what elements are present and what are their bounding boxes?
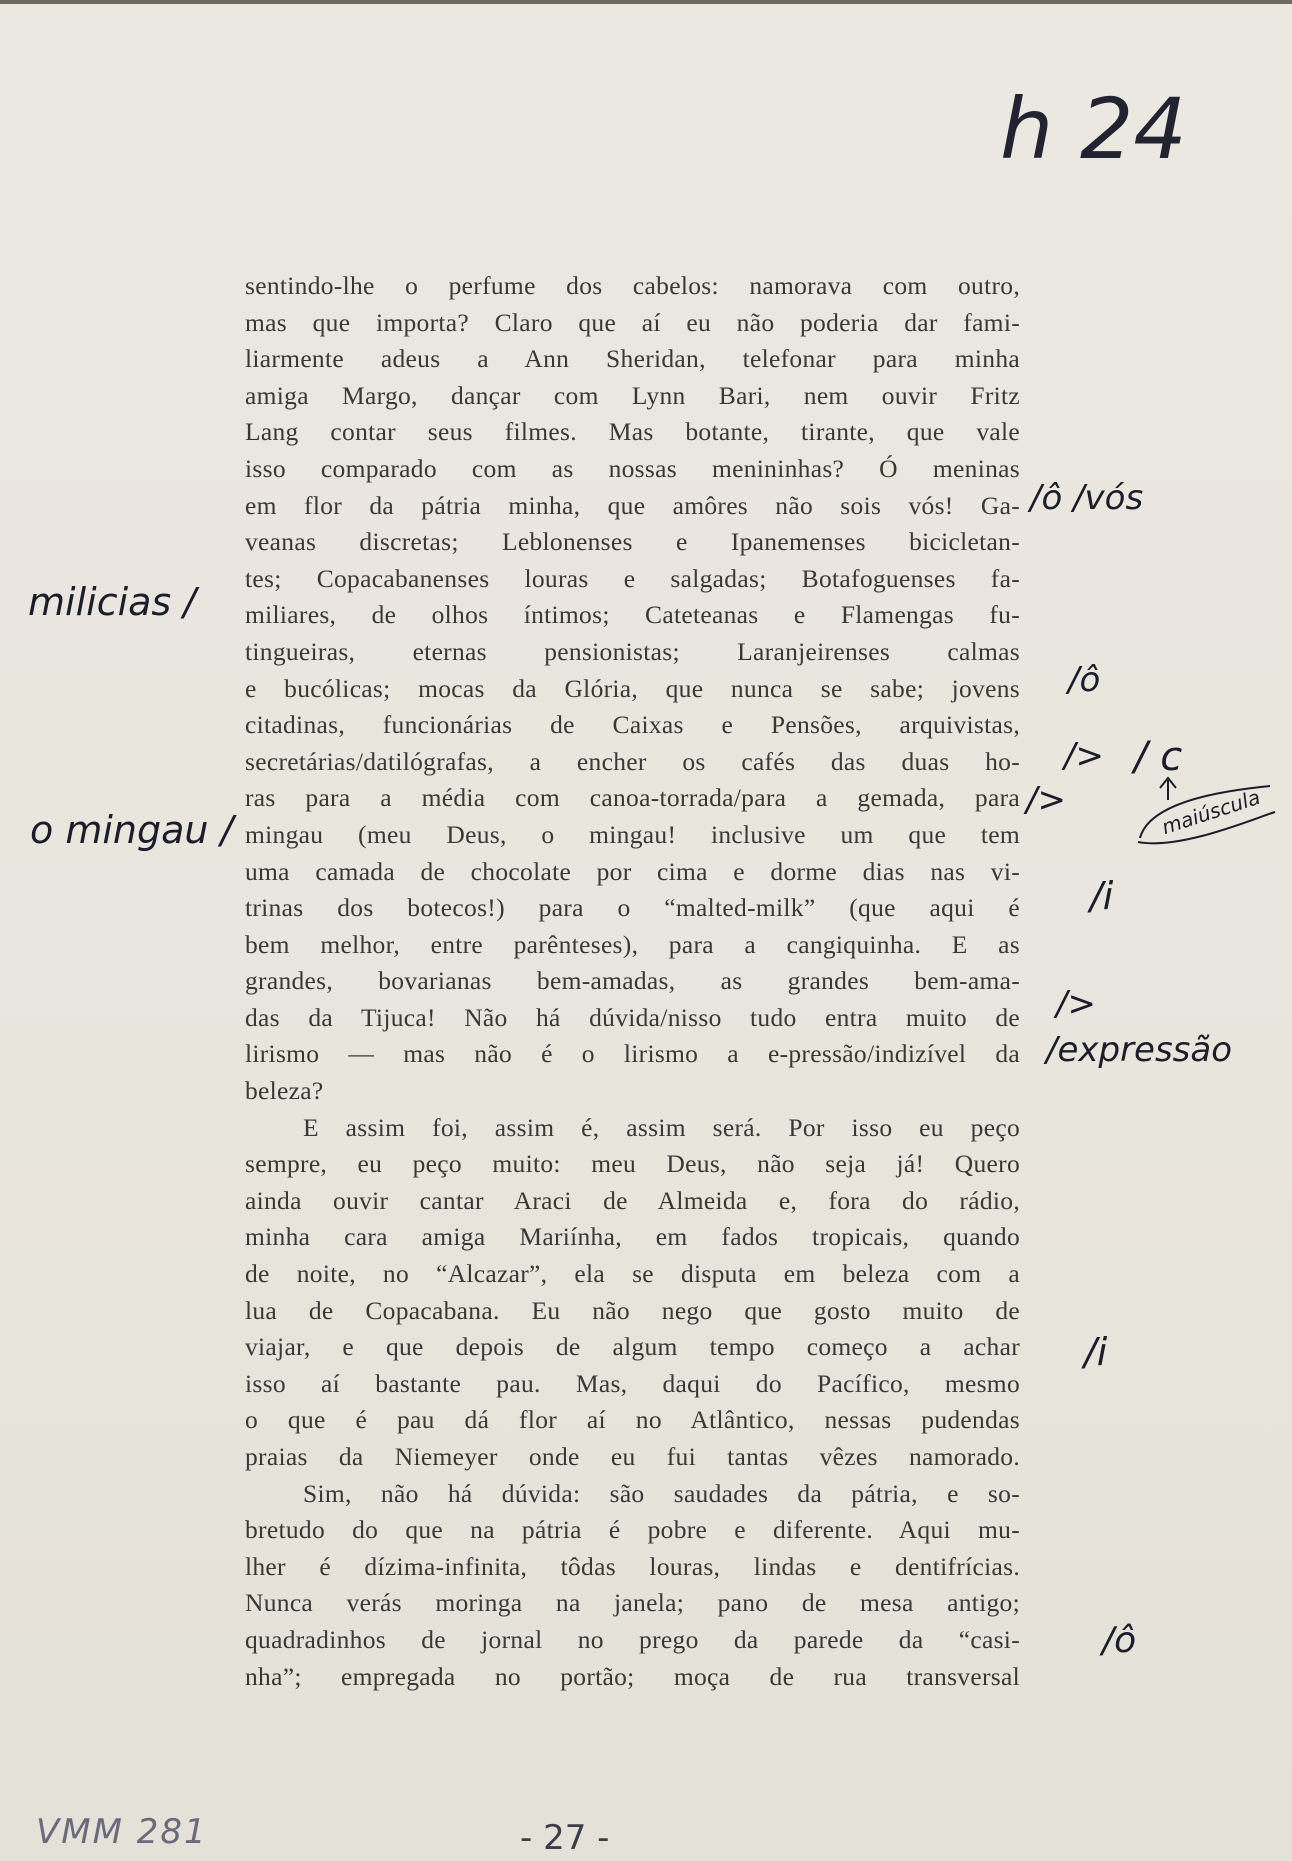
callout-curve (1138, 812, 1275, 843)
text-line: isso aí bastante pau. Mas, daqui do Pacífico, mesmo (245, 1368, 1020, 1398)
margin-note-paren-3: /> (1056, 984, 1096, 1024)
margin-note-paren: /> (1064, 736, 1104, 776)
margin-note-c: / c (1134, 734, 1183, 780)
text-line: em flor da pátria minha, que amôres não sois vós! Ga- (245, 490, 1020, 520)
archive-code: VMM 281 (36, 1812, 208, 1852)
margin-note-paren-2: /> (1026, 780, 1066, 820)
text-line: ainda ouvir cantar Araci de Almeida e, fora do rádio, (245, 1185, 1020, 1215)
text-line: Sim, não há dúvida: são saudades da pátria, e so- (303, 1478, 1020, 1508)
text-line: lua de Copacabana. Eu não nego que gosto muito de (245, 1295, 1020, 1325)
insert-arrow-icon (1160, 778, 1176, 800)
text-line: trinas dos botecos!) para o “malted-milk” (que aqui é (245, 893, 1020, 923)
text-line: o que é pau dá flor aí no Atlântico, nessas pudendas (245, 1405, 1020, 1435)
text-line: amiga Margo, dançar com Lynn Bari, nem ouvir Fritz (245, 380, 1020, 410)
text-line: lirismo — mas não é o lirismo a e-pressão/indizível da (245, 1039, 1020, 1069)
text-line: lher é dízima-infinita, tôdas louras, lindas e dentifrícias. (245, 1551, 1020, 1581)
margin-note-i: /i (1090, 874, 1114, 918)
margin-note-i-2: /i (1084, 1330, 1108, 1374)
text-line: de noite, no “Alcazar”, ela se disputa em beleza com a (245, 1259, 1020, 1289)
text-line: mas que importa? Claro que aí eu não poderia dar fami- (245, 307, 1020, 337)
text-line: Nunca verás moringa na janela; pano de mesa antigo; (245, 1588, 1020, 1618)
text-line: isso comparado com as nossas menininhas? Ó meninas (245, 453, 1020, 483)
margin-note-o-2: /ô (1102, 1620, 1137, 1661)
page-number-note: h 24 (1000, 80, 1187, 178)
text-line: tingueiras, eternas pensionistas; Laranjeirenses calmas (245, 636, 1020, 666)
page-number: - 27 - (520, 1818, 610, 1858)
text-line: liarmente adeus a Ann Sheridan, telefonar para minha (245, 344, 1020, 374)
margin-note-milicias: milicias / (28, 580, 197, 624)
margin-note-maiuscula: maiúscula (1158, 784, 1264, 840)
text-line: ras para a média com canoa-torrada/para a gemada, para (245, 783, 1020, 813)
text-line: beleza? (245, 1076, 324, 1106)
text-line: nha”; empregada no portão; moça de rua transversal (245, 1661, 1020, 1691)
text-line: e bucólicas; mocas da Glória, que nunca se sabe; jovens (245, 673, 1020, 703)
margin-note-o: /ô (1068, 660, 1101, 700)
margin-note-vos: /ô /vós (1030, 478, 1144, 518)
text-line: mingau (meu Deus, o mingau! inclusive um que tem (245, 819, 1020, 849)
text-line: sentindo-lhe o perfume dos cabelos: namorava com outro, (245, 271, 1020, 300)
text-line: das da Tijuca! Não há dúvida/nisso tudo entra muito de (245, 1002, 1020, 1032)
text-line: Lang contar seus filmes. Mas botante, tirante, que vale (245, 417, 1020, 447)
text-line: secretárias/datilógrafas, a encher os cafés das duas ho- (245, 746, 1020, 776)
text-line: bem melhor, entre parênteses), para a cangiquinha. E as (245, 929, 1020, 959)
text-line: quadradinhos de jornal no prego da parede da “casi- (245, 1624, 1020, 1654)
text-line: uma camada de chocolate por cima e dorme dias nas vi- (245, 856, 1020, 886)
text-line: miliares, de olhos íntimos; Cateteanas e Flamengas fu- (245, 600, 1020, 630)
margin-note-expressao: /expressão (1046, 1030, 1233, 1070)
text-line: grandes, bovarianas bem-amadas, as grandes bem-ama- (245, 966, 1020, 996)
text-line: praias da Niemeyer onde eu fui tantas vêzes namorado. (245, 1442, 1020, 1471)
text-line: sempre, eu peço muito: meu Deus, não seja já! Quero (245, 1149, 1020, 1179)
text-line: E assim foi, assim é, assim será. Por isso eu peço (303, 1112, 1020, 1142)
text-line: veanas discretas; Leblonenses e Ipanemenses bicicletan- (245, 527, 1020, 557)
text-line: citadinas, funcionárias de Caixas e Pensões, arquivistas, (245, 710, 1020, 740)
text-line: tes; Copacabanenses louras e salgadas; Botafoguenses fa- (245, 563, 1020, 593)
text-line: bretudo do que na pátria é pobre e diferente. Aqui mu- (245, 1515, 1020, 1545)
text-line: viajar, e que depois de algum tempo começo a achar (245, 1332, 1020, 1362)
callout-curve (1140, 786, 1270, 838)
text-line: minha cara amiga Mariínha, em fados tropicais, quando (245, 1222, 1020, 1252)
margin-note-mingau: o mingau / (30, 808, 234, 852)
